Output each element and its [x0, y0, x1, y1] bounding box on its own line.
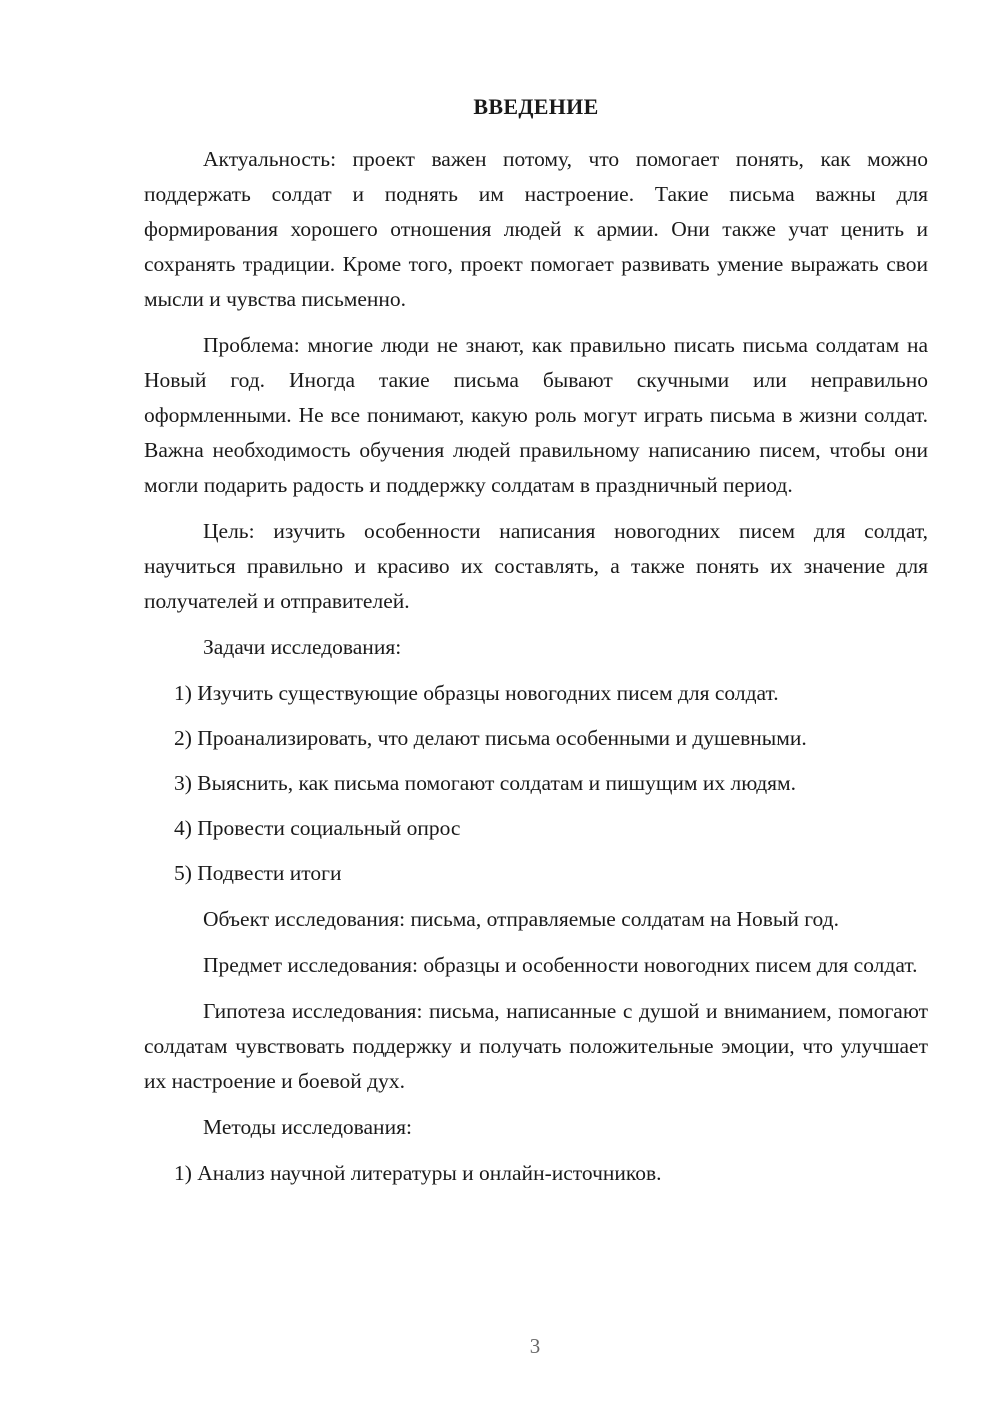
- task-item: 3) Выяснить, как письма помогают солдатам и пишущим их людям.: [174, 771, 797, 795]
- goal-paragraph: Цель: изучить особенности написания новогодних писем для солдат, научиться правильно и красиво их составлять, а также понять их значение для получателей и отправителей.: [144, 519, 928, 613]
- problem-paragraph: Проблема: многие люди не знают, как правильно писать письма солдатам на Новый год. Иногда такие письма бывают скучными или неправильно оформленными. Не все понимают, какую роль могут играть письма в жизни солдат. Важна необходимость обучения людей правильному написанию писем, чтобы они могли подарить радость и поддержку солдатам в праздничный период.: [144, 333, 928, 497]
- document-page: [144, 90, 928, 1202]
- methods-label: Методы исследования:: [203, 1115, 412, 1139]
- task-item: 5) Подвести итоги: [174, 861, 342, 885]
- task-item: 2) Проанализировать, что делают письма особенными и душевными.: [174, 726, 807, 750]
- method-item: 1) Анализ научной литературы и онлайн-источников.: [174, 1161, 662, 1185]
- subject-paragraph: Предмет исследования: образцы и особенности новогодних писем для солдат.: [203, 953, 918, 977]
- section-heading: ВВЕДЕНИЕ: [473, 94, 599, 119]
- relevance-paragraph: Актуальность: проект важен потому, что помогает понять, как можно поддержать солдат и поднять им настроение. Такие письма важны для формирования хорошего отношения людей к армии. Они также учат ценить и сохранять традиции. Кроме того, проект помогает развивать умение выражать свои мысли и чувства письменно.: [144, 147, 928, 311]
- task-item: 4) Провести социальный опрос: [174, 816, 461, 840]
- methods-list: [144, 1156, 928, 1191]
- object-paragraph: Объект исследования: письма, отправляемые солдатам на Новый год.: [203, 907, 839, 931]
- tasks-label: Задачи исследования:: [203, 635, 402, 659]
- task-item: 1) Изучить существующие образцы новогодних писем для солдат.: [174, 681, 779, 705]
- page-number: 3: [529, 1334, 541, 1358]
- tasks-list: [144, 676, 928, 891]
- hypothesis-paragraph: Гипотеза исследования: письма, написанные с душой и вниманием, помогают солдатам чувствовать поддержку и получать положительные эмоции, что улучшает их настроение и боевой дух.: [144, 999, 928, 1093]
